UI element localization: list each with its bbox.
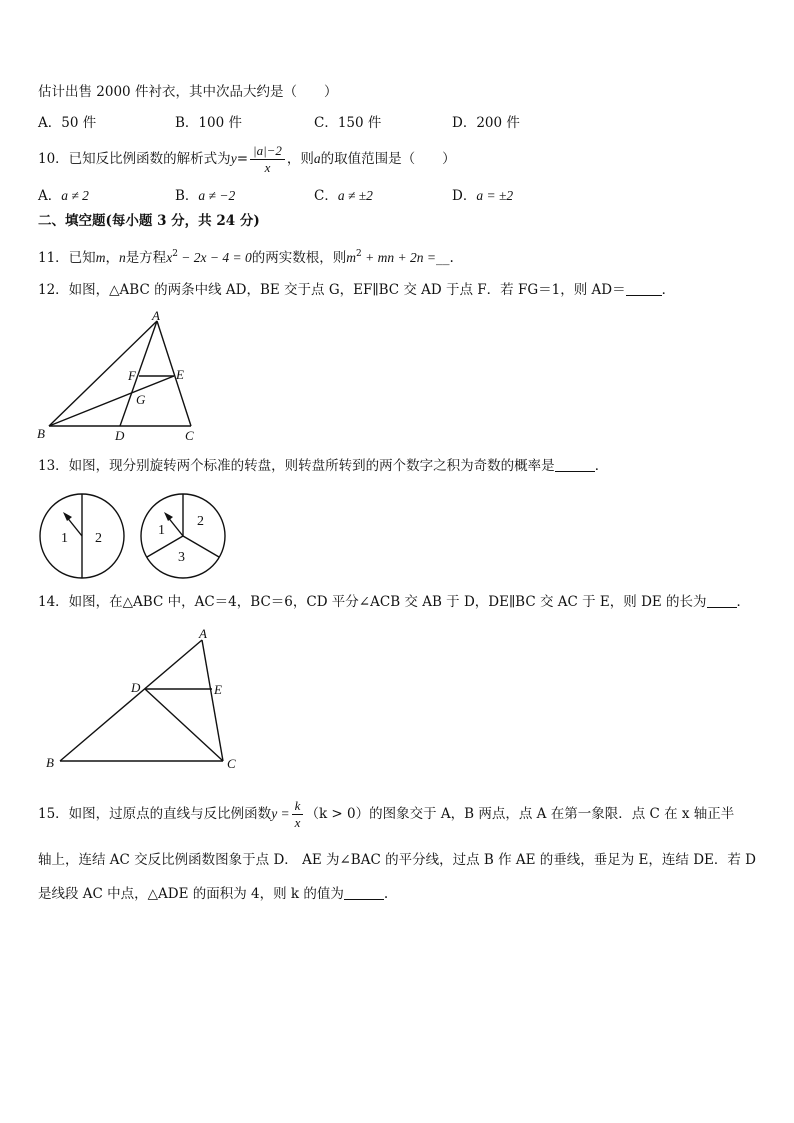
q15-line-1: 15．如图，过原点的直线与反比例函数y = $\frac{k}{x}$ （k > 0）的图象交于 A，B 两点，点 A 在第一象限．点 C 在 x 轴正半 (38, 798, 735, 830)
q11-text: 11．已知m，n是方程$x^2 - 2x - 4 = 0$的两实数根，则$m^2$ + mn + 2n =__. (38, 249, 454, 266)
q14-text: 14．如图，在△ABC 中，AC＝4，BC＝6，CD 平分∠ACB 交 AB 于 D，DE∥BC 交 AC 于 E，则 DE 的长为 ． (38, 594, 751, 610)
label-d: D (115, 428, 125, 443)
q10-option-b: B．a ≠ −2 (175, 188, 236, 204)
label-c: C (185, 428, 194, 443)
label-e: E (214, 682, 222, 697)
q12-figure (30, 308, 210, 448)
q10-option-a: A．a ≠ 2 (38, 188, 89, 204)
spinner-2-divider-2 (183, 536, 219, 557)
median-be (49, 376, 174, 426)
q10-text: 10．已知反比例函数的解析式为y= $\frac{|a|-2}{x}$ ，则a的取值范围是（ ） (38, 143, 456, 175)
q15-fraction: $\frac{k}{x}$ (292, 798, 304, 831)
median-ad (120, 321, 157, 426)
spinner-2-number-3: 3 (178, 550, 185, 565)
label-g: G (136, 392, 146, 407)
q9-option-c: C．150 件 (314, 115, 382, 131)
label-a: A (199, 626, 207, 641)
q9-option-a: A．50 件 (38, 115, 97, 131)
label-b: B (37, 426, 45, 441)
spinner-2-number-2: 2 (197, 514, 204, 529)
label-c: C (227, 756, 236, 771)
spinner-1-number-2: 2 (95, 531, 102, 546)
section2-title: 二、填空题(每小题 3 分，共 24 分) (38, 213, 260, 229)
label-a: A (152, 308, 160, 323)
spinner-1-arrowhead (63, 512, 72, 521)
q9-option-b: B．100 件 (175, 115, 242, 131)
spinner-1-number-1: 1 (61, 531, 68, 546)
side-ab (60, 640, 202, 761)
label-d: D (131, 680, 141, 695)
label-f: F (128, 368, 136, 383)
q15-answer-blank (344, 885, 384, 900)
q13-spinners (36, 490, 236, 582)
label-e: E (176, 367, 184, 382)
q12-text: 12．如图，△ABC 的两条中线 AD，BE 交于点 G，EF∥BC 交 AD 于点 F．若 FG＝1，则 AD＝ ． (38, 282, 676, 298)
q10-option-c: C．a ≠ ±2 (314, 188, 373, 204)
segment-cd (145, 689, 223, 761)
q12-answer-blank (626, 281, 662, 296)
q10-option-d: D．a = ±2 (452, 188, 514, 204)
q14-answer-blank (707, 593, 737, 608)
q9-text: 估计出售 2000 件衬衣，其中次品大约是（ ） (38, 84, 338, 100)
spinner-2-number-1: 1 (158, 523, 165, 538)
q13-answer-blank (555, 457, 595, 472)
q15-line-2: 轴上，连结 AC 交反比例函数图象于点 D． AE 为∠BAC 的平分线，过点 B 作 AE 的垂线，垂足为 E，连结 DE．若 D (38, 852, 756, 868)
q9-option-d: D．200 件 (452, 115, 520, 131)
label-b: B (46, 755, 54, 770)
spinner-2-arrowhead (164, 512, 173, 521)
q15-line-3: 是线段 AC 中点，△ADE 的面积为 4，则 k 的值为 . (38, 886, 389, 902)
side-ac (202, 640, 223, 761)
side-ab (49, 321, 157, 426)
side-ac (157, 321, 191, 426)
q13-text: 13．如图，现分别旋转两个标准的转盘，则转盘所转到的两个数字之积为奇数的概率是 ． (38, 458, 609, 474)
q14-figure (40, 626, 250, 776)
q10-fraction: $\frac{|a|-2}{x}$ (250, 143, 285, 176)
